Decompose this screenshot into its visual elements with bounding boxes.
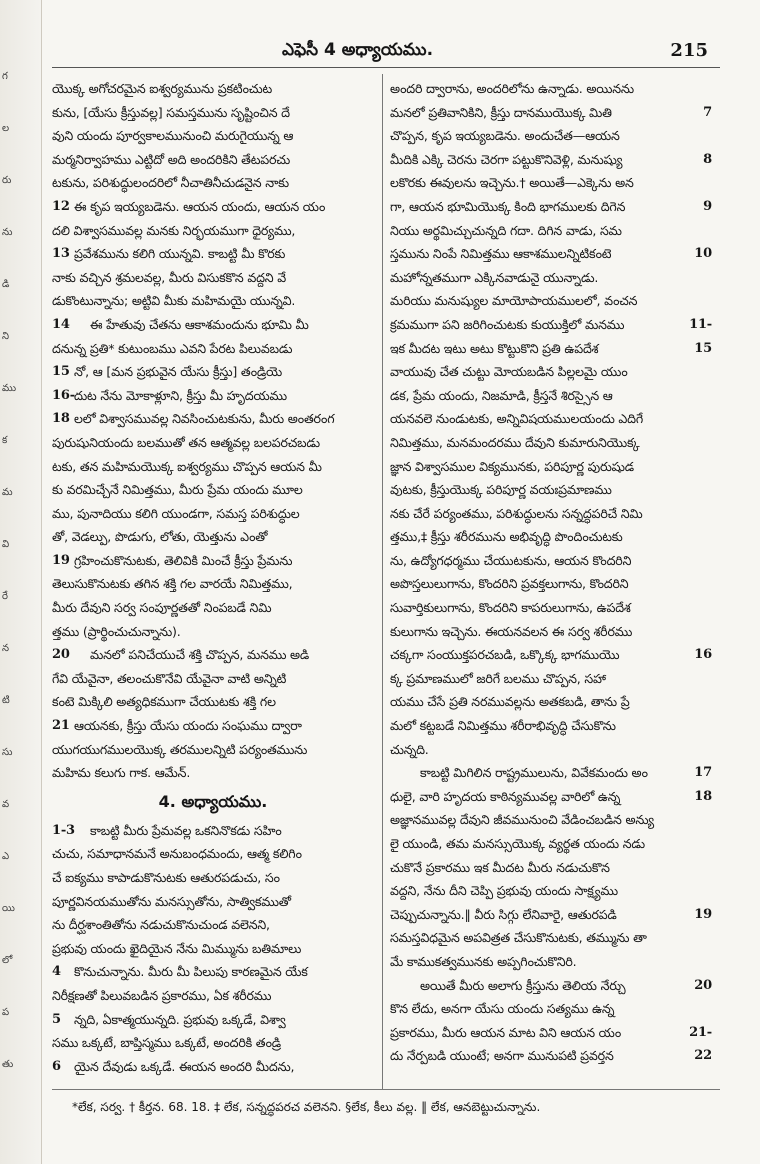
text-line — [52, 761, 374, 785]
verse-text: మనలో ప్రతివానికిని, క్రీస్తు దానముయొక్క మితి — [390, 104, 612, 120]
text-line — [390, 242, 712, 266]
text-line — [52, 890, 374, 914]
verse-number: 15 — [692, 337, 712, 361]
verse-text: తెలుసుకొనుటకు తగిన శక్తి గల వారయే నిమిత్తము, — [52, 576, 293, 592]
verse-text: టకు, తన మహిమయొక్క ఐశ్వర్యము చొప్పన ఆయన మీ — [52, 458, 322, 474]
text-line — [52, 643, 374, 667]
text-line — [52, 1055, 374, 1079]
verse-text: వద్దని, నేను దీని చెప్పి ప్రభువు యందు సాక్ష్యము — [390, 883, 618, 899]
text-line — [390, 950, 712, 974]
text-line — [390, 879, 712, 903]
verse-text: యనవలె నుండుటకు, అన్నివిషయములయందు ఎదిగే — [390, 411, 644, 427]
text-line — [390, 337, 712, 361]
text-line — [52, 148, 374, 172]
verse-text: నో, ఆ [మన ప్రభువైన యేసు క్రీస్తు] తండ్రియె — [74, 364, 282, 380]
text-line — [52, 525, 374, 549]
verse-text: ఇక మీదట ఇటు అటు కొట్టుకొని ప్రతి ఉపదేశ — [390, 340, 599, 356]
text-line — [52, 819, 374, 843]
text-line — [390, 974, 712, 998]
verse-text: లలో విశ్వాసమువల్ల నివసించుటకును, మీరు అంతరంగ — [74, 411, 335, 427]
column-divider — [382, 74, 383, 1089]
verse-text: ధులై, వారి హృదయ కాఠిన్యమువల్ల వారిలో ఉన్న — [390, 788, 621, 804]
edge-fragment: వ — [2, 799, 10, 810]
verse-text: నియు అర్థమిచ్చుచున్నది గదా. దిగిన వాడు, సమ — [390, 222, 622, 238]
verse-number: 11- — [687, 313, 712, 337]
text-line — [52, 266, 374, 290]
text-line — [390, 785, 712, 809]
text-line — [52, 242, 374, 266]
verse-text: సమస్తవిధమైన అపవిత్రత చేసుకొనుటకు, తమ్మును తా — [390, 930, 647, 946]
verse-text: గ్రహించుకొనుటకు, తెలివికి మించే క్రీస్తు ప్రేమను — [74, 552, 293, 568]
text-line — [52, 620, 374, 644]
bible-page — [52, 34, 720, 1134]
footnote-rule — [52, 1089, 720, 1090]
adjacent-page-edge — [0, 0, 42, 1164]
text-line — [390, 360, 712, 384]
text-line — [390, 856, 712, 880]
verse-text: వుని యందు పూర్వకాలమునుంచి మరుగైయున్న ఆ — [52, 128, 294, 144]
text-line — [52, 77, 374, 101]
verse-text: కొనుచున్నాను. మీరు మీ పిలుపు కారణమైన యేక — [74, 964, 308, 980]
text-line — [390, 714, 712, 738]
verse-text: అందరి ద్వారాను, అందరిలోను ఉన్నాడు. అయినను — [390, 81, 634, 96]
verse-text: చుకొనే ప్రకారము ఇక మీదట మీరు నడుచుకొన — [390, 859, 610, 875]
text-line — [52, 1008, 374, 1032]
edge-fragment: రే — [2, 591, 8, 602]
verse-text: సువార్తికులుగాను, కొందరిని కాపరులుగాను, ఉపదేశ — [390, 600, 631, 616]
text-line — [390, 761, 712, 785]
text-line — [52, 667, 374, 691]
verse-number: 5 — [52, 1011, 61, 1027]
text-line — [52, 478, 374, 502]
text-line — [52, 1031, 374, 1055]
edge-fragment: డి — [2, 279, 10, 290]
edge-fragment: మ — [2, 487, 13, 498]
verse-text: స్తమును నింపే నిమిత్తము ఆకాశములన్నిటికంటె — [390, 246, 612, 262]
verse-text: దు నేర్పబడి యుంటే; అనగా మునుపటి ప్రవర్తన — [390, 1048, 614, 1064]
text-line — [390, 124, 712, 148]
text-line — [52, 842, 374, 866]
edge-fragment: సు — [2, 747, 13, 758]
edge-fragment: లో — [2, 955, 13, 966]
footnotes: *లేక, సర్వ. † కీర్తన. 68. 18. ‡ లేక, సన్నద్ధపరచ వలెనని. §లేక, కీలు వల్ల. ‖ లేక, ఆనబెట్టుచున్నాను. — [72, 1100, 541, 1114]
page-header — [52, 34, 720, 68]
verse-text: వాయువు చేత చుట్టు మోయబడిన పిల్లలమై యుం — [390, 364, 628, 380]
verse-text: దుట నేను మోకాళ్లూని, క్రీస్తు మీ హృదయము — [74, 387, 287, 403]
verse-text: త్తము,‡ క్రీస్తు శరీరమును అభివృద్ధి పొందించుటకు — [390, 529, 623, 545]
text-line — [390, 997, 712, 1021]
edge-fragment: క — [2, 435, 8, 446]
verse-text: ఈ హేతువు చేతను ఆకాశమందును భూమి మీ — [90, 316, 309, 332]
text-line — [390, 596, 712, 620]
verse-number: 1-3 — [52, 822, 75, 838]
verse-text: ప్రవేశమును కలిగి యున్నవి. కాబట్టి మీ కొరకు — [74, 246, 286, 262]
text-line — [390, 313, 712, 337]
text-line — [390, 219, 712, 243]
verse-text: చక్కగా సంయుక్తపరచబడి, ఒక్కొక్క భాగముయొ — [390, 647, 620, 663]
text-line — [390, 738, 712, 762]
right-column — [390, 77, 712, 1068]
text-line — [52, 572, 374, 596]
text-line — [52, 549, 374, 573]
text-line — [390, 525, 712, 549]
verse-text: కంటె మిక్కిలి అత్యధికముగా చేయుటకు శక్తి గల — [52, 694, 276, 710]
edge-fragment: గ — [2, 71, 8, 82]
verse-number: 22 — [692, 1044, 712, 1068]
verse-text: చే ఐక్యము కాపాడుకొనుటకు ఆతురపడుచు, సం — [52, 870, 280, 885]
verse-text: కును, [యేసు క్రీస్తువల్ల] సమస్తమును సృష్టించిన దే — [52, 104, 290, 120]
verse-text: యుగయుగములయొక్క తరములన్నిటి పర్యంతమును — [52, 741, 308, 757]
verse-text: వుటకు, క్రీస్తుయొక్క పరిపూర్ణ వయఃప్రమాణము — [390, 482, 612, 498]
verse-text: చెప్పుచున్నాను.‖ వీరు సిగ్గు లేనివారై, ఆతురపడి — [390, 906, 617, 922]
verse-number: 18 — [692, 785, 712, 809]
verse-text: నకు చేరే పర్యంతము, పరిశుద్ధులను సన్నద్ధపరిచే నిమి — [390, 505, 643, 521]
text-line — [390, 148, 712, 172]
verse-text: మలో కట్టబడే నిమిత్తము శరీరాభివృద్ధి చేసుకొను — [390, 718, 616, 734]
verse-text: ము, పునాదియు కలిగి యుండగా, సమస్త పరిశుద్ధుల — [52, 505, 300, 521]
verse-text: కాబట్టి మీరు ప్రేమవల్ల ఒకనినొకడు సహిం — [90, 822, 282, 838]
verse-number: 13 — [52, 246, 70, 262]
text-line — [390, 266, 712, 290]
text-line — [52, 690, 374, 714]
edge-fragment: యి — [2, 903, 15, 914]
text-line — [390, 926, 712, 950]
verse-number: 17 — [692, 761, 712, 785]
verse-number: 19 — [692, 903, 712, 927]
text-line — [52, 738, 374, 762]
text-line — [52, 124, 374, 148]
text-line — [52, 195, 374, 219]
text-line — [52, 407, 374, 431]
verse-number: 14 — [52, 316, 70, 332]
text-line — [52, 866, 374, 890]
verse-text: దనున్న ప్రతి* కుటుంబము ఎవని పేరట పిలువబడు — [52, 340, 293, 356]
verse-text: కొన లేదు, అనగా యేసు యందు సత్యము ఉన్న — [390, 1001, 615, 1017]
text-line — [390, 549, 712, 573]
verse-text: యము చేసే ప్రతి నరమువల్లను అతకబడి, తాను ప్రే — [390, 694, 630, 710]
text-line — [390, 407, 712, 431]
edge-fragment: ప — [2, 1007, 10, 1018]
edge-fragment: టి — [2, 695, 10, 706]
verse-text: క్రమముగా పని జరిగించుటకు కుయుక్తిలో మనము — [390, 316, 625, 332]
verse-text: మహిమ కలుగు గాక. ఆమేన్. — [52, 765, 191, 781]
text-line — [52, 171, 374, 195]
text-line — [390, 502, 712, 526]
edge-fragment: న — [2, 643, 10, 654]
text-line — [52, 101, 374, 125]
text-line — [390, 572, 712, 596]
text-line — [390, 620, 712, 644]
text-line — [52, 502, 374, 526]
text-line — [52, 360, 374, 384]
verse-text: మనలో పనిచేయుచే శక్తి చొప్పన, మనము అడి — [90, 647, 310, 663]
verse-number: 16- — [52, 387, 75, 403]
verse-text: త్తము (ప్రార్థించుచున్నాను). — [52, 623, 181, 639]
verse-text: కులుగాను ఇచ్చెను. ఈయనవలన ఈ సర్వ శరీరము — [390, 623, 633, 639]
page-title: ఎఫెసీ 4 అధ్యాయము. — [282, 40, 434, 60]
verse-text: ను దీర్ఘశాంతితోను నడుచుకొనుచుండ వలెనని, — [52, 917, 270, 933]
text-line — [390, 289, 712, 313]
edge-fragment: ల — [2, 123, 10, 134]
verse-text: న్నది, ఏకాత్మయున్నది. ప్రభువు ఒక్కడే, విశ్వా — [74, 1011, 286, 1027]
text-line — [52, 984, 374, 1008]
verse-text: చుచు, సమాధానమనే అనుబంధమందు, ఆత్మ కలిగిం — [52, 846, 302, 862]
edge-fragment: తు — [2, 1059, 14, 1070]
text-line — [52, 219, 374, 243]
verse-text: మర్మనిర్వాహము ఎట్టిదో అది అందరికిని తేటపరచు — [52, 151, 291, 167]
text-line — [52, 289, 374, 313]
text-line — [390, 77, 712, 101]
verse-text: గా, ఆయన భూమియొక్క కింది భాగములకు దిగెన — [390, 198, 626, 214]
verse-text: సము ఒక్కటే, బాప్తిస్మము ఒక్కటే, అందరికి తండ్రి — [52, 1035, 281, 1051]
text-line — [390, 832, 712, 856]
verse-text: చొప్పన, కృప ఇయ్యబడెను. అందుచేత—ఆయన — [390, 128, 620, 144]
verse-text: యైన దేవుడు ఒక్కడే. ఈయన అందరి మీదను, — [74, 1058, 295, 1074]
verse-text: అజ్ఞానమువల్ల దేవుని జీవమునుంచి వేడించబడిన అన్యు — [390, 812, 654, 828]
edge-fragment: ము — [2, 383, 17, 394]
text-line — [52, 596, 374, 620]
text-line — [52, 384, 374, 408]
verse-text: తో, వెడల్పు, పొడుగు, లోతు, యెత్తును ఎంతో — [52, 529, 268, 545]
text-line — [52, 431, 374, 455]
verse-number: 12 — [52, 198, 70, 214]
text-line — [390, 101, 712, 125]
verse-number: 4 — [52, 964, 61, 980]
verse-text: లై యుండి, తమ మనస్సుయొక్క వ్యర్థత యందు నడు — [390, 836, 645, 851]
text-line — [390, 903, 712, 927]
verse-text: క్క ప్రమాణములో జరిగే బలము చొప్పన, సహా — [390, 670, 606, 686]
verse-text: మీరు దేవుని సర్వ సంపూర్ణతతో నింపబడే నిమి — [52, 600, 272, 616]
text-line — [390, 384, 712, 408]
verse-text: మే కాముకత్వమునకు అప్పగించుకొనిరి. — [390, 953, 577, 969]
edge-fragment: రు — [2, 175, 12, 186]
verse-text: కాబట్టి మిగిలిన రాష్ట్రములును, వివేకమందు అం — [420, 765, 648, 781]
verse-number: 10 — [692, 242, 712, 266]
verse-text: పురుషునియందు బలముతో తన ఆత్మవల్ల బలపరచబడు — [52, 434, 320, 450]
text-line — [52, 337, 374, 361]
text-line — [390, 171, 712, 195]
verse-number: 18 — [52, 411, 70, 427]
text-line — [390, 431, 712, 455]
verse-text: యొక్క అగోచరమైన ఐశ్వర్యమును ప్రకటించుట — [52, 81, 273, 96]
verse-text: మరియు మనుష్యుల మాయోపాయములలో, వంచన — [390, 293, 638, 309]
verse-number: 21- — [687, 1021, 712, 1045]
text-line — [390, 1021, 712, 1045]
text-line — [52, 455, 374, 479]
text-line — [390, 1044, 712, 1068]
text-line — [390, 195, 712, 219]
verse-text: లకొరకు ఈవులను ఇచ్చెను.† అయితే—ఎక్కెను అన — [390, 175, 634, 191]
text-line — [52, 913, 374, 937]
verse-number: 20 — [692, 974, 712, 998]
verse-text: నిమిత్తము, మనమందరము దేవుని కుమారునియొక్క — [390, 434, 640, 450]
verse-number: 6 — [52, 1058, 61, 1074]
verse-number: 21 — [52, 718, 70, 734]
text-line — [390, 643, 712, 667]
verse-text: ఆయనకు, క్రీస్తు యేసు యందు సంఘము ద్వారా — [74, 718, 302, 734]
text-line — [52, 937, 374, 961]
text-line — [390, 690, 712, 714]
verse-text: ను, ఉద్యోగధర్మము చేయుటకును, ఆయన కొందరిని — [390, 552, 632, 568]
verse-number: 9 — [701, 195, 712, 219]
verse-text: నిరీక్షణతో పిలువబడిన ప్రకారము, ఏక శరీరము — [52, 987, 272, 1003]
verse-text: మహోన్నతముగా ఎక్కినవాడునై యున్నాడు. — [390, 269, 599, 285]
verse-text: కు వరమిచ్చేనే నిమిత్తము, మీరు ప్రేమ యందు మూల — [52, 482, 303, 498]
verse-number: 19 — [52, 552, 70, 568]
text-line — [390, 478, 712, 502]
chapter-heading: 4. అధ్యాయము. — [158, 791, 268, 811]
verse-number: 8 — [701, 148, 712, 172]
edge-fragment: ని — [2, 331, 10, 342]
edge-fragment: ఎ — [2, 851, 10, 862]
verse-text: ప్రభువు యందు ఖైదియైన నేను మిమ్మును బతిమాలు — [52, 940, 302, 956]
text-line — [390, 808, 712, 832]
verse-text: అపొస్తలులుగాను, కొందరిని ప్రవక్తలుగాను, కొందరిని — [390, 576, 629, 592]
verse-text: ఈ కృప ఇయ్యబడెను. ఆయన యందు, ఆయన యం — [74, 198, 326, 214]
verse-text: మీదికి ఎక్కి చెరను చెరగా పట్టుకొనివెళ్లి, మనుష్యు — [390, 151, 623, 167]
text-line — [52, 960, 374, 984]
verse-text: చున్నది. — [390, 741, 429, 757]
verse-text: డుకొంటున్నాను; అట్టివి మీకు మహిమయై యున్నవి. — [52, 293, 296, 309]
text-line — [52, 714, 374, 738]
verse-number: 7 — [701, 101, 712, 125]
page-number: 215 — [670, 40, 708, 61]
verse-text: డక, ప్రేమ యందు, నిజమాడి, క్రీస్తనే శిరస్సైన ఆ — [390, 387, 613, 403]
text-line — [390, 455, 712, 479]
verse-number: 16 — [692, 643, 712, 667]
verse-text: నాకు వచ్చిన శ్రమలవల్ల, మీరు విసుకకొన వద్దని వే — [52, 269, 286, 285]
verse-text: ప్రకారము, మీరు ఆయన మాట విని ఆయన యం — [390, 1024, 622, 1040]
verse-number: 20 — [52, 647, 70, 663]
verse-text: దలి విశ్వాసమువల్ల మనకు నిర్భయముగా ధైర్యము, — [52, 222, 296, 238]
verse-text: పూర్ణవినయముతోను మనస్సుతోను, సాత్వికముతో — [52, 893, 291, 909]
verse-number: 15 — [52, 364, 70, 380]
text-line — [390, 667, 712, 691]
edge-fragment: ను — [2, 227, 13, 238]
edge-fragment: వి — [2, 539, 10, 550]
verse-text: గేవి యేవైనా, తలంచుకొనేవి యేవైనా వాటి అన్నిటి — [52, 670, 287, 686]
left-column — [52, 77, 374, 1078]
verse-text: జ్ఞాన విశ్వాసముల విక్యమునకు, పరిపూర్ణ పురుషుడ — [390, 458, 634, 474]
verse-text: టకును, పరిశుద్ధులందరిలో నీచాతినీచుడనైన నాకు — [52, 175, 289, 191]
text-line — [52, 313, 374, 337]
verse-text: అయితే మీరు అలాగు క్రీస్తును తెలియ నేర్చు — [420, 977, 626, 993]
